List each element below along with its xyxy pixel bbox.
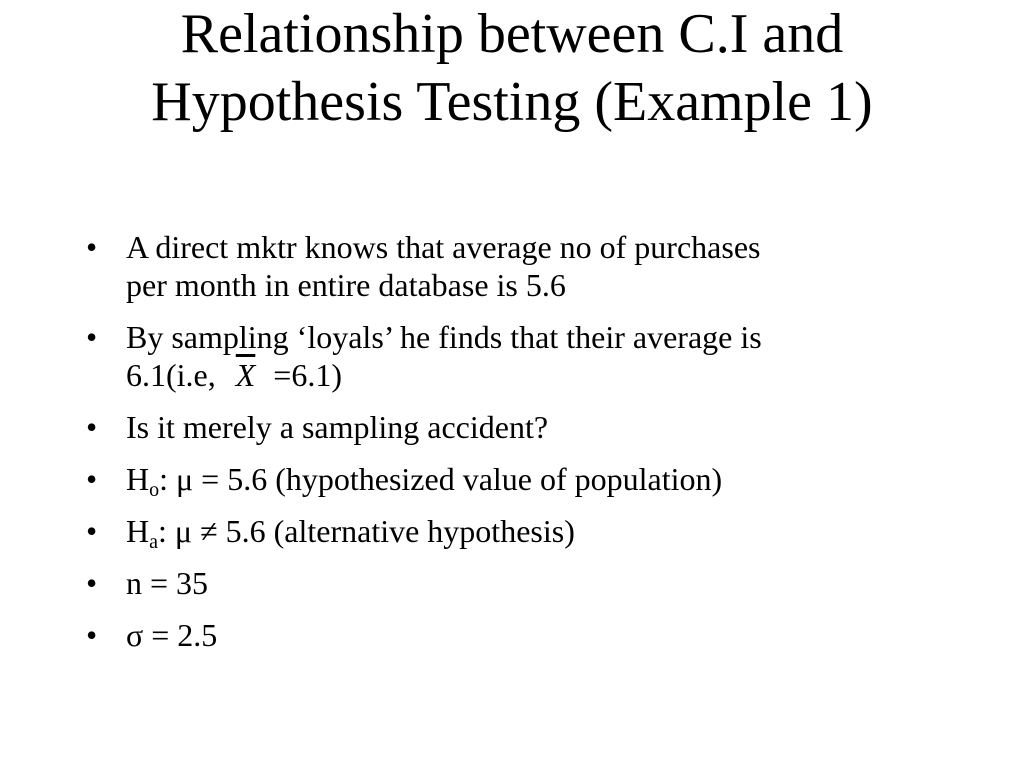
bullet-item <box>86 616 946 654</box>
hypothesis-h: H <box>126 461 150 497</box>
bullet-item <box>86 512 946 553</box>
bullet-item <box>86 564 946 602</box>
sample-mean-symbol: $\overline{X}$ <box>235 357 256 393</box>
bullet-text: per month in entire database is 5.6 <box>126 267 566 303</box>
bullet-item <box>86 318 946 394</box>
bullet-text-post: =6.1) <box>273 357 342 393</box>
bullet-text: Is it merely a sampling accident? <box>126 409 549 445</box>
bullet-text <box>126 356 946 394</box>
bullet-icon: • <box>86 229 98 265</box>
title-line-2: Hypothesis Testing (Example 1) <box>151 71 873 133</box>
hypothesis-h: H <box>126 513 150 549</box>
bullet-list <box>86 228 946 668</box>
hypothesis-statement: : μ ≠ 5.6 (alternative hypothesis) <box>158 513 575 549</box>
bullet-icon: • <box>86 565 98 601</box>
bullet-icon: • <box>86 461 98 497</box>
bullet-text: A direct mktr knows that average no of purchases <box>126 229 761 265</box>
bullet-icon: • <box>86 513 98 549</box>
null-hypothesis <box>126 460 946 501</box>
bullet-icon: • <box>86 617 98 653</box>
bullet-item <box>86 408 946 446</box>
bullet-text-pre: 6.1(i.e, <box>126 357 224 393</box>
hypothesis-statement: : μ = 5.6 (hypothesized value of population) <box>159 461 723 497</box>
standard-deviation: σ = 2.5 <box>126 617 218 653</box>
slide-title <box>0 0 1024 136</box>
bullet-item <box>86 460 946 501</box>
bullet-text: By sampling ‘loyals’ he finds that their average is <box>126 319 762 355</box>
hypothesis-subscript: a <box>149 531 158 553</box>
bullet-icon: • <box>86 409 98 445</box>
alternative-hypothesis <box>126 512 946 553</box>
bullet-item <box>86 228 946 304</box>
hypothesis-subscript: o <box>149 479 160 501</box>
title-line-1: Relationship between C.I and <box>180 3 844 65</box>
sample-size: n = 35 <box>126 565 209 601</box>
bullet-icon: • <box>86 319 98 355</box>
